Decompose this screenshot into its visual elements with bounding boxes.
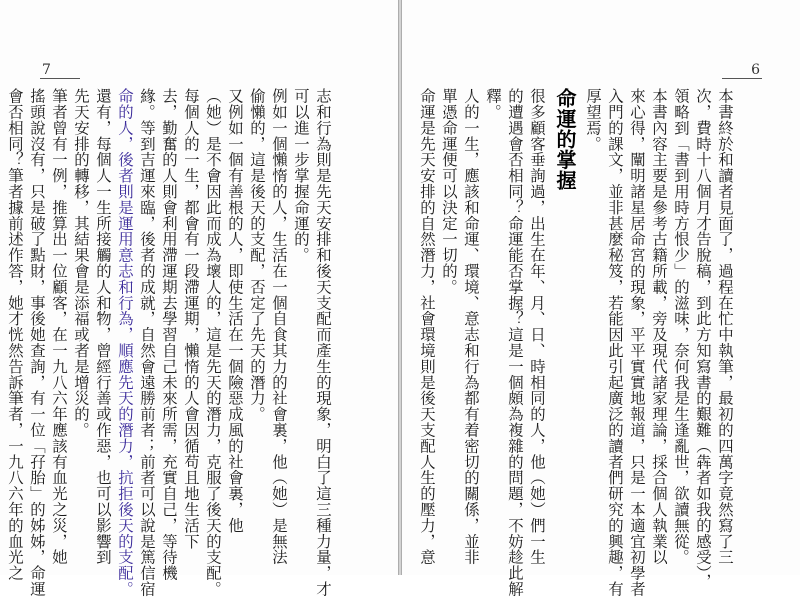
- text-line: （她）是不會因此而成為壞人的，這是先天的潛力，克服了後天的支配。: [204, 88, 222, 597]
- text-line: 搖頭說沒有，只是破了點財，事後她查詢，有一位「孖胎」的姊姊，命運: [28, 88, 46, 597]
- text-line: 命的人，後者則是運用意志和行為，順應先天的潛力，抗拒後天的支配。: [116, 88, 134, 597]
- text-line: 很多顧客垂詢過，出生在年、月、日、時相同的人，他（她）們一生: [528, 88, 546, 565]
- text-line: 志和行為則是先天安排和後天支配而產生的現象，明白了這三種力量，才: [314, 88, 332, 597]
- text-line: 又例如一個有善根的人，即使生活在一個險惡成風的社會裏，他: [226, 88, 244, 534]
- page-number-left: 7: [42, 62, 51, 78]
- text-line: 每個人的一生，都會有一段滯運期，懶惰的人會因循苟且地生活下: [182, 88, 200, 550]
- text-line: 緣。等到吉運來臨，後者的成就，自然會遠勝前者；前者可以說是篤信宿: [138, 88, 156, 597]
- text-line: 先天安排的轉移，其結果會是添福或者是增災的。: [72, 88, 90, 438]
- right-page: [402, 0, 800, 597]
- text-line: 偷懶的，這是後天的支配，否定了先天的潛力。: [248, 88, 266, 422]
- text-line: 入門的課文，並非甚麼秘笈，若能因此引起廣泛的讀者們研究的興趣，有: [606, 88, 624, 597]
- text-line: 釋。: [484, 88, 502, 120]
- text-line: 去，勤奮的人則會利用滯運期去學習自己未來所需，充實自己，等待機: [160, 88, 178, 581]
- left-page-text: [6, 88, 334, 597]
- text-line: 本書終於和讀者見面了，過程在忙中執筆，最初的四萬字竟然寫了三: [716, 88, 734, 565]
- text-line: 厚望焉。: [584, 88, 602, 152]
- text-line: 還有，每個人一生所接觸的人和物，曾經行善或作惡，也可以影響到: [94, 88, 112, 565]
- text-line: 領略到「書到用時方恨少」的滋味，奈何我是生逢亂世，欲讀無從。: [672, 88, 690, 565]
- header-rule-right: [722, 78, 762, 79]
- text-line: 例如一個懶惰的人，生活在一個自食其力的社會裏，他（她）是無法: [270, 88, 288, 565]
- page-number-right: 6: [751, 62, 760, 78]
- header-rule-left: [40, 78, 80, 79]
- text-line: 來心得，闡明諸星居命宮的現象，平平實實地報道，只是一本適宜初學者: [628, 88, 646, 597]
- text-line: 次，費時十八個月才告脫稿，到此方知寫書的艱難（犇者如我的感受），: [694, 88, 712, 590]
- text-line: 可以進一步掌握命運的。: [292, 88, 310, 263]
- text-line: 的遭遇會否相同？命運能否掌握？這是一個頗為複雜的問題，不妨趁此解: [506, 88, 524, 597]
- text-line: 筆者曾有一例，推算出一位顧客，在一九八六年應該有血光之災，她: [50, 88, 68, 565]
- text-line: 單憑命運便可以決定一切的。: [440, 88, 458, 295]
- text-line: 命運是先天安排的自然潛力，社會環境則是後天支配人生的壓力，意: [418, 88, 436, 565]
- right-page-text: [418, 88, 736, 597]
- section-heading: 命運的掌握: [553, 88, 577, 191]
- left-page: [0, 0, 398, 597]
- text-line: 人的一生，應該和命運、環境、意志和行為都有着密切的關係，並非: [462, 88, 480, 565]
- text-line: 會否相同？筆者據前述作答，她才恍然告訴筆者，一九八六年的血光之: [6, 88, 24, 581]
- text-line: 本書內容主要是參考古籍所載，旁及現代諸家理論，採合個人執業以: [650, 88, 668, 565]
